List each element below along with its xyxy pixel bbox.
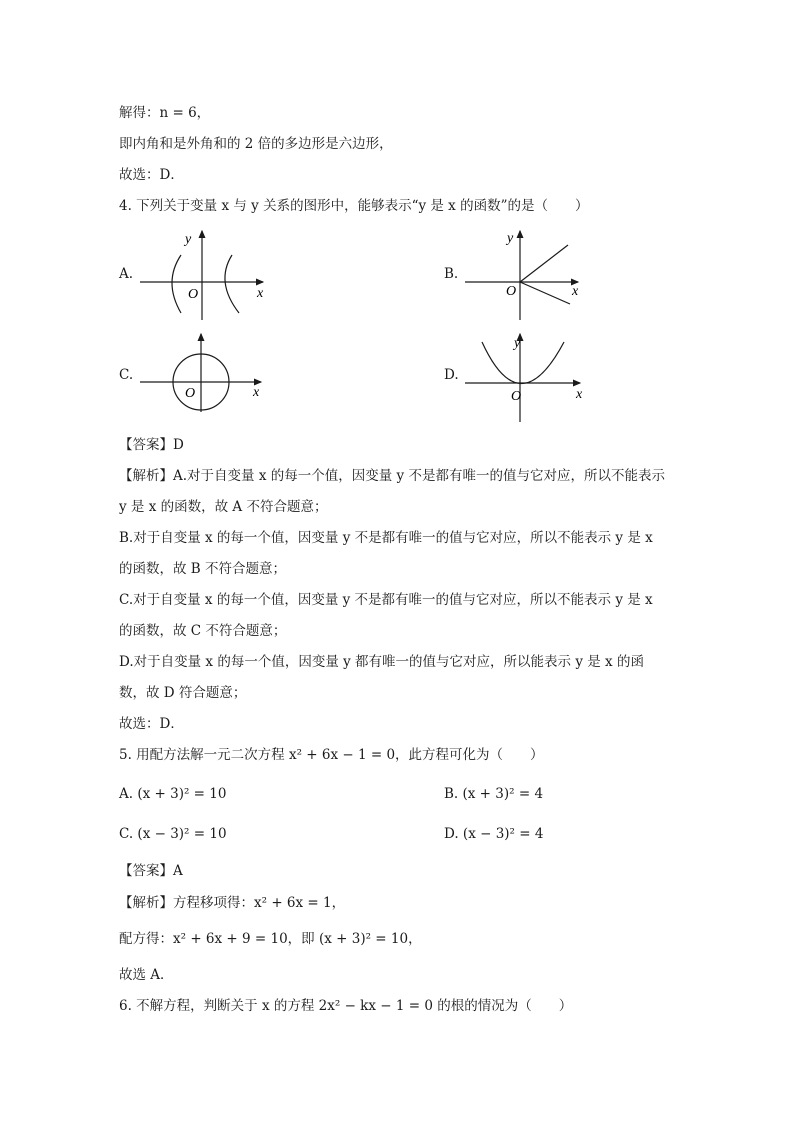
x-label: x	[572, 284, 579, 299]
analysis-4-b: 的函数，故 B 不符合题意；	[119, 561, 287, 577]
text-line: 解得：n = 6，	[119, 105, 211, 121]
question-4: 4. 下列关于变量 x 与 y 关系的图形中，能够表示“y 是 x 的函数”的是（ ）	[119, 198, 589, 214]
analysis-4-c: 的函数，故 C 不符合题意；	[119, 623, 287, 639]
analysis-5: 配方得：x² + 6x + 9 = 10，即 (x + 3)² = 10，	[119, 931, 422, 947]
option-d-label: D.	[444, 367, 459, 383]
analysis-5: 【解析】方程移项得：x² + 6x = 1，	[119, 895, 346, 911]
right-branch	[225, 255, 239, 313]
analysis-4-a: 【解析】A.对于自变量 x 的每一个值，因变量 y 不是都有唯一的值与它对应，所以不能表示	[119, 468, 665, 484]
selection-5: 故选 A．	[119, 967, 174, 983]
y-label: y	[185, 232, 192, 247]
option-c-label: C.	[119, 367, 134, 383]
option-a-label: A.	[119, 266, 134, 282]
answer-4: 【答案】D	[119, 437, 184, 453]
origin-label: O	[185, 386, 196, 401]
analysis-4-d: 数，故 D 符合题意；	[119, 685, 247, 701]
graph-b-rays	[460, 225, 590, 325]
text-line: 即内角和是外角和的 2 倍的多边形是六边形，	[119, 136, 393, 152]
y-label: y	[507, 231, 514, 246]
option-5-a: A. (x + 3)² = 10	[119, 786, 227, 802]
graph-d-parabola	[460, 330, 590, 425]
analysis-4-b: B.对于自变量 x 的每一个值，因变量 y 不是都有唯一的值与它对应，所以不能表示 y 是 x	[119, 530, 653, 546]
upper-ray	[520, 245, 568, 282]
x-label: x	[257, 286, 264, 301]
text-line: 故选：D．	[119, 167, 184, 183]
option-5-d: D. (x − 3)² = 4	[444, 826, 544, 842]
left-branch	[172, 255, 181, 313]
answer-5: 【答案】A	[119, 863, 183, 879]
origin-label: O	[188, 287, 199, 302]
graph-c-circle	[135, 330, 275, 415]
analysis-4-c: C.对于自变量 x 的每一个值，因变量 y 不是都有唯一的值与它对应，所以不能表示 y 是 x	[119, 592, 653, 608]
option-5-c: C. (x − 3)² = 10	[119, 826, 227, 842]
graph-a-hyperbola	[135, 225, 275, 325]
analysis-4-a: y 是 x 的函数，故 A 不符合题意；	[119, 499, 328, 515]
option-5-b: B. (x + 3)² = 4	[444, 786, 544, 802]
origin-label: O	[511, 389, 522, 404]
origin-label: O	[506, 284, 517, 299]
x-label: x	[253, 385, 260, 400]
y-label: y	[514, 336, 521, 351]
option-b-label: B.	[444, 266, 459, 282]
selection-4: 故选：D．	[119, 716, 184, 732]
question-5: 5. 用配方法解一元二次方程 x² + 6x − 1 = 0，此方程可化为（ ）	[119, 747, 544, 763]
question-6: 6. 不解方程，判断关于 x 的方程 2x² − kx − 1 = 0 的根的情况为（ ）	[119, 998, 573, 1014]
lower-ray	[520, 282, 570, 304]
analysis-4-d: D.对于自变量 x 的每一个值，因变量 y 都有唯一的值与它对应，所以能表示 y 是 x 的函	[119, 654, 644, 670]
x-label: x	[576, 387, 583, 402]
parabola	[482, 342, 564, 384]
